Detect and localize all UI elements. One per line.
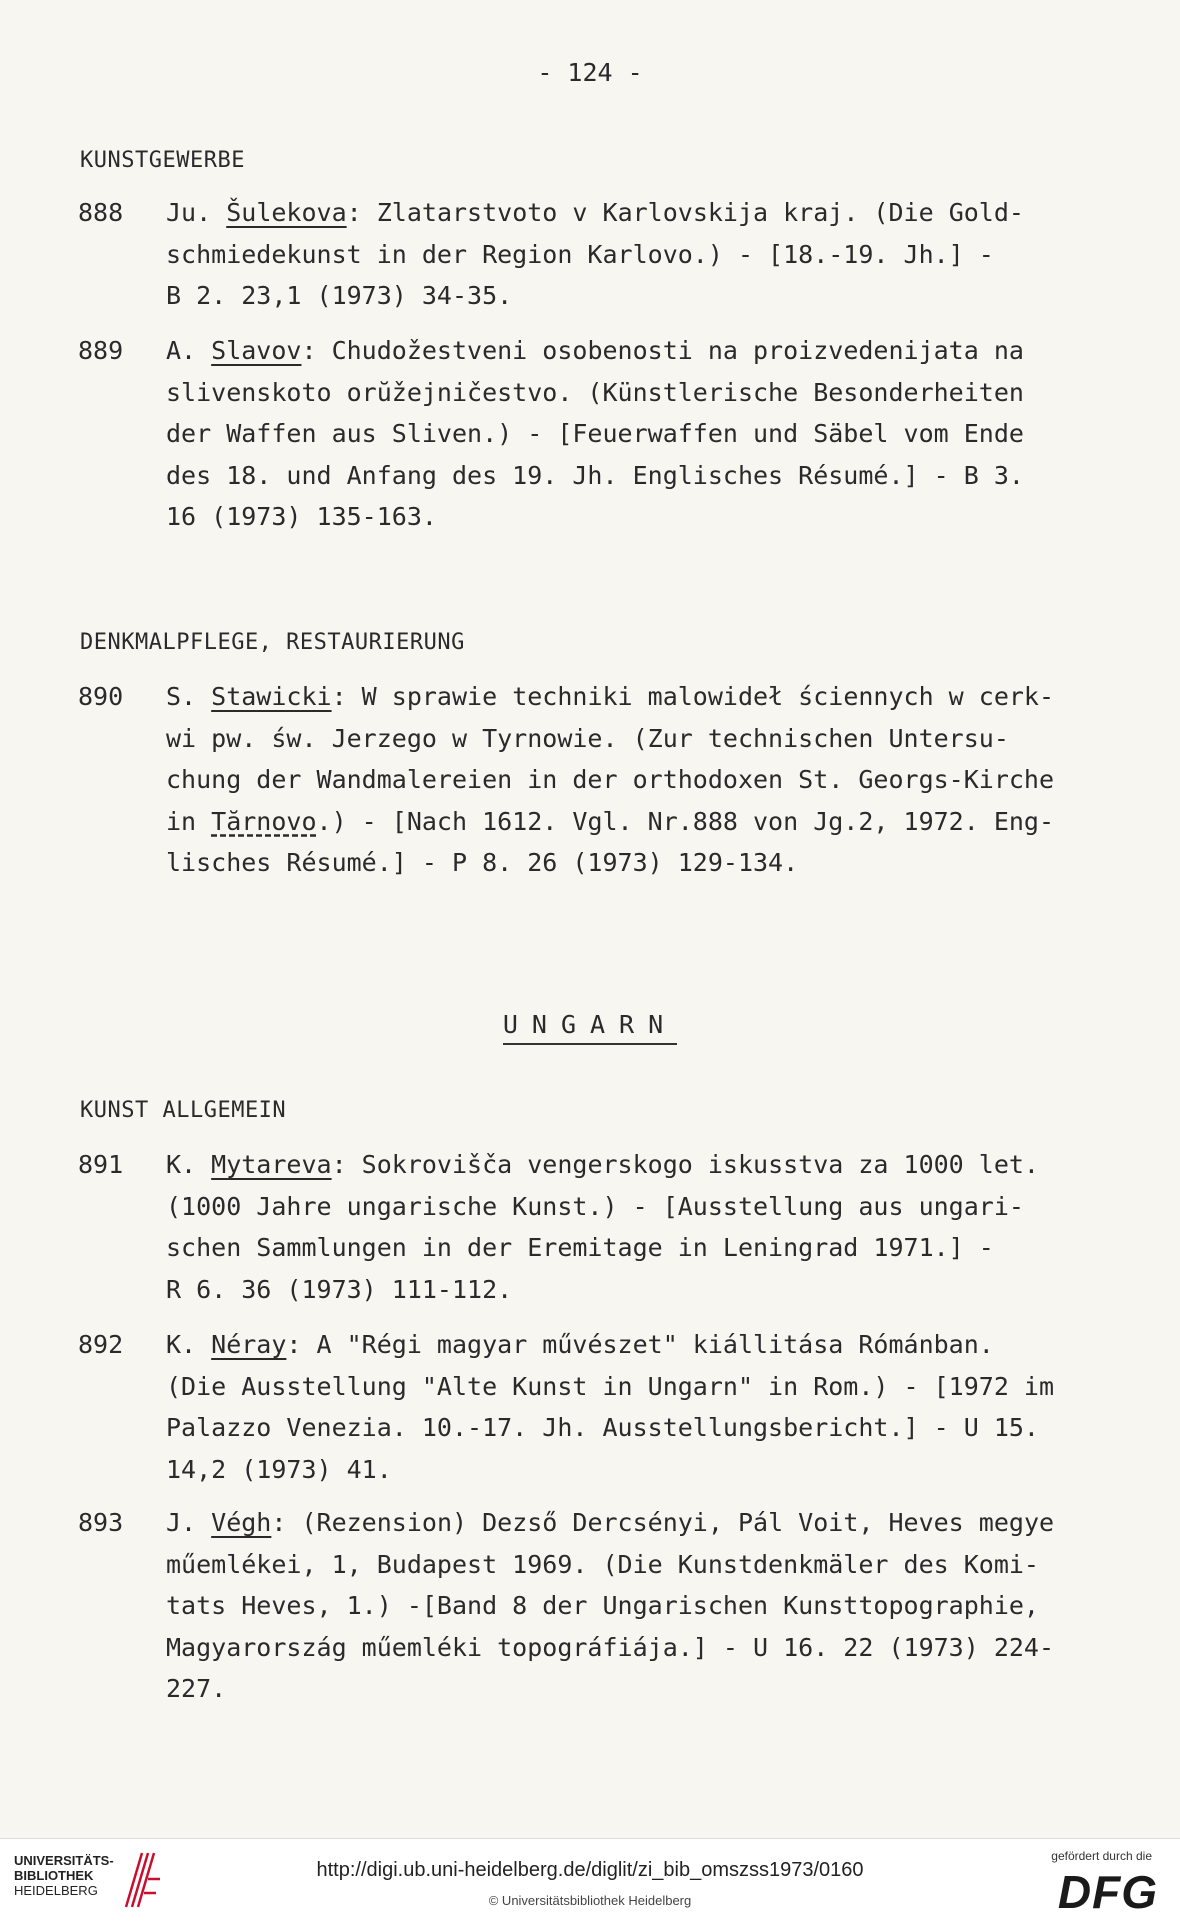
entry-number: 892 bbox=[78, 1330, 124, 1359]
entry-line: (1000 Jahre ungarische Kunst.) - [Ausstellung aus ungari- bbox=[166, 1191, 1024, 1221]
entry-line: B 2. 23,1 (1973) 34-35. bbox=[166, 281, 513, 310]
permalink-url[interactable]: http://digi.ub.uni-heidelberg.de/diglit/zi_bib_omszss1973/0160 bbox=[316, 1859, 864, 1881]
entry-line: schen Sammlungen in der Eremitage in Leningrad 1971.] - bbox=[166, 1233, 994, 1262]
entry-889 bbox=[78, 330, 1168, 538]
author-name: Šulekova bbox=[226, 198, 347, 227]
entry-number: 889 bbox=[78, 336, 124, 365]
country-heading-text: UNGARN bbox=[503, 1010, 677, 1045]
entry-line: slivenskoto orŭžejničestvo. (Künstlerische Besonderheiten bbox=[166, 377, 1024, 407]
entry-line: tats Heves, 1.) -[Band 8 der Ungarischen Kunsttopographie, bbox=[166, 1591, 1039, 1620]
entry-891 bbox=[78, 1144, 1168, 1310]
funding-note: gefördert durch die bbox=[1051, 1849, 1152, 1863]
entry-line: : (Rezension) Dezső Dercsényi, Pál Voit, Heves megye bbox=[271, 1508, 1055, 1537]
entry-line: des 18. und Anfang des 19. Jh. Englisches Résumé.] - B 3. bbox=[166, 460, 1024, 490]
author-name: Végh bbox=[211, 1508, 272, 1537]
entry-line: (Die Ausstellung "Alte Kunst in Ungarn" in Rom.) - [1972 im bbox=[166, 1371, 1055, 1401]
author-name: Slavov bbox=[211, 336, 302, 365]
copyright-notice: © Universitätsbibliothek Heidelberg bbox=[488, 1893, 692, 1908]
entry-line: műemlékei, 1, Budapest 1969. (Die Kunstdenkmäler des Komi- bbox=[166, 1549, 1039, 1579]
entry-line: in bbox=[166, 806, 212, 836]
entry-line: : W sprawie techniki malowideł ściennych w cerk- bbox=[331, 682, 1055, 711]
entry-number: 890 bbox=[78, 682, 124, 711]
author-name: Stawicki bbox=[211, 682, 332, 711]
entry-line: der Waffen aus Sliven.) - [Feuerwaffen und Säbel vom Ende bbox=[166, 419, 1024, 448]
section-heading-denkmalpflege: DENKMALPFLEGE, RESTAURIERUNG bbox=[80, 630, 465, 655]
entry-line: : Chudožestveni osobenosti na proizvedenijata na bbox=[301, 336, 1024, 365]
entry-line: Magyarország műemléki topográfiája.] - U 16. 22 (1973) 224- bbox=[166, 1632, 1055, 1662]
author-initial: A. bbox=[166, 336, 212, 365]
entry-888 bbox=[78, 192, 1168, 317]
library-name-line: HEIDELBERG bbox=[14, 1883, 98, 1898]
section-heading-kunst-allgemein: KUNST ALLGEMEIN bbox=[80, 1098, 287, 1123]
author-name: Néray bbox=[211, 1330, 287, 1359]
entry-line: wi pw. św. Jerzego w Tyrnowie. (Zur technischen Untersu- bbox=[166, 723, 1009, 753]
entry-number: 893 bbox=[78, 1508, 124, 1537]
entry-line: chung der Wandmalereien in der orthodoxen St. Georgs-Kirche bbox=[166, 765, 1055, 794]
entry-line: R 6. 36 (1973) 111-112. bbox=[166, 1274, 513, 1304]
author-initial: K. bbox=[166, 1330, 212, 1359]
entry-line: lisches Résumé.] - P 8. 26 (1973) 129-134. bbox=[166, 848, 799, 877]
viewer-footer bbox=[0, 1838, 1180, 1924]
entry-number: 888 bbox=[78, 198, 124, 227]
entry-line: schmiedekunst in der Region Karlovo.) - [18.-19. Jh.] - bbox=[166, 239, 994, 269]
dfg-logo: DFG bbox=[1057, 1866, 1158, 1918]
entry-893 bbox=[78, 1502, 1168, 1710]
entry-line: : A "Régi magyar művészet" kiállitása Rómánban. bbox=[286, 1330, 994, 1359]
entry-line: Palazzo Venezia. 10.-17. Jh. Ausstellungsbericht.] - U 15. bbox=[166, 1413, 1039, 1442]
author-name: Mytareva bbox=[211, 1150, 332, 1179]
entry-number: 891 bbox=[78, 1150, 124, 1179]
section-heading-kunstgewerbe: KUNSTGEWERBE bbox=[80, 148, 245, 173]
entry-892 bbox=[78, 1324, 1168, 1490]
author-initial: J. bbox=[166, 1508, 212, 1537]
place-name: Tărnovo bbox=[211, 806, 317, 836]
entry-line: .) - [Nach 1612. Vgl. Nr.888 von Jg.2, 1972. Eng- bbox=[316, 806, 1055, 836]
entry-line: 227. bbox=[166, 1674, 227, 1703]
entry-line: : Zlatarstvoto v Karlovskija kraj. (Die Gold- bbox=[346, 198, 1024, 227]
author-initial: S. bbox=[166, 682, 212, 711]
entry-line: 16 (1973) 135-163. bbox=[166, 502, 437, 531]
page-number: - 124 - bbox=[537, 58, 643, 87]
country-heading bbox=[0, 1010, 1180, 1039]
entry-890 bbox=[78, 676, 1168, 884]
library-name-line: UNIVERSITÄTS- bbox=[14, 1853, 114, 1868]
author-initial: Ju. bbox=[166, 198, 227, 227]
author-initial: K. bbox=[166, 1150, 212, 1179]
entry-line: : Sokrovišča vengerskogo iskusstva za 1000 let. bbox=[331, 1150, 1039, 1179]
library-name-line: BIBLIOTHEK bbox=[14, 1868, 94, 1883]
entry-line: 14,2 (1973) 41. bbox=[166, 1454, 392, 1484]
